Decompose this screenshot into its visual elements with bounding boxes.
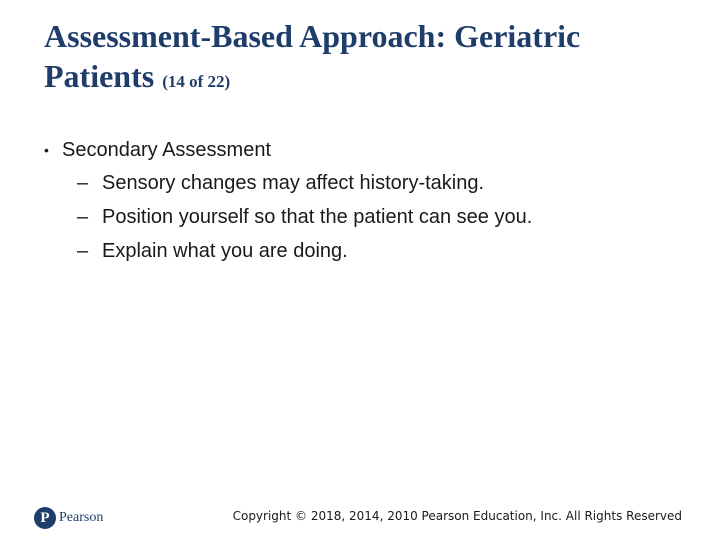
- pearson-logo-text: Pearson: [59, 510, 104, 525]
- sub-bullet-item: [36, 200, 696, 234]
- slide-counter: (14 of 22): [162, 72, 231, 91]
- sub-bullet-marker: –: [77, 240, 89, 262]
- slide-title-text: Assessment-Based Approach: Geriatric Patients: [44, 18, 581, 94]
- sub-bullet-text: Explain what you are doing.: [102, 240, 348, 262]
- sub-bullet-item: [36, 234, 696, 268]
- sub-bullet-list: [36, 166, 696, 268]
- sub-bullet-marker: –: [77, 172, 89, 194]
- copyright-notice: Copyright © 2018, 2014, 2010 Pearson Education, Inc. All Rights Reserved: [232, 509, 682, 523]
- sub-bullet-text: Sensory changes may affect history-taking.: [102, 172, 485, 194]
- pearson-logo: [34, 505, 103, 531]
- slide-title: [44, 16, 684, 102]
- sub-bullet-text: Position yourself so that the patient can see you.: [102, 206, 533, 228]
- bullet-marker: •: [44, 142, 49, 158]
- pearson-logo-icon: P: [34, 507, 56, 529]
- sub-bullet-marker: –: [77, 206, 89, 228]
- bullet-text: Secondary Assessment: [62, 139, 271, 161]
- bullet-item: [36, 134, 696, 166]
- slide-content: [36, 134, 696, 268]
- sub-bullet-item: [36, 166, 696, 200]
